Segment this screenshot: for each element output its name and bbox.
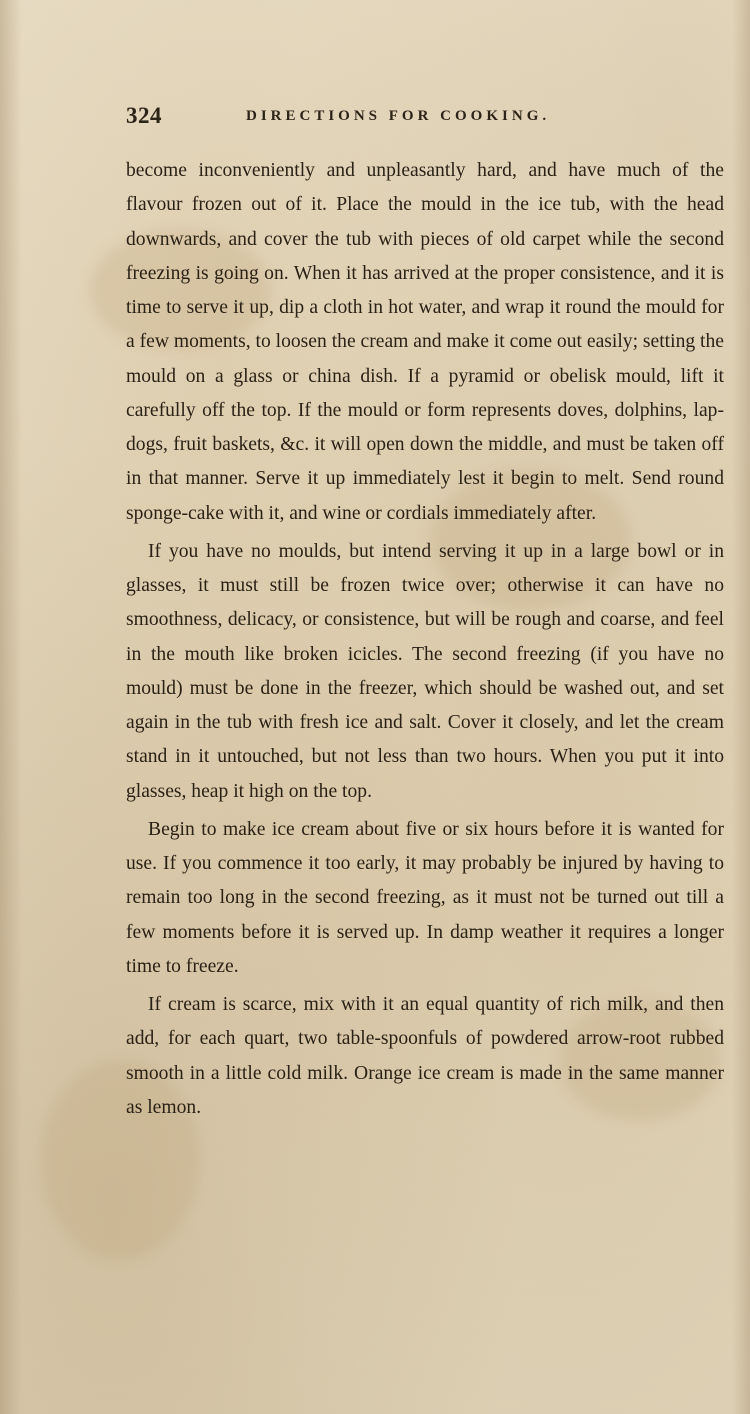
page-body — [126, 154, 724, 1129]
paragraph: If you have no moulds, but intend serving it up in a large bowl or in glasses, it must still be frozen twice over; otherwise it can have no smoothness, delicacy, or consistence, but will be rough and coarse, and feel in the mouth like broken icicles. The second freezing (if you have no mould) must be done in the freezer, which should be washed out, and set again in the tub with fresh ice and salt. Cover it closely, and let the cream stand in it untouched, but not less than two hours. When you put it into glasses, heap it high on the top. — [126, 540, 724, 802]
page-number: 324 — [126, 103, 162, 128]
running-head: DIRECTIONS FOR COOKING. — [246, 108, 551, 124]
page-edge-right — [732, 0, 750, 1414]
paragraph: become inconveniently and unpleasantly hard, and have much of the flavour frozen out of it. Place the mould in the ice tub, with the head downwards, and cover the tub with pieces of old carpet while the second freezing is going on. When it has arrived at the proper consistence, and it is time to serve it up, dip a cloth in hot water, and wrap it round the mould for a few moments, to loosen the cream and make it come out easily; setting the mould on a glass or china dish. If a pyramid or obelisk mould, lift it carefully off the top. If the mould or form represents doves, dolphins, lap-dogs, fruit baskets, &c. it will open down the middle, and must be taken off in that manner. Serve it up immediately lest it begin to melt. Send round sponge-cake with it, and wine or cordials immediately after. — [126, 160, 724, 524]
paragraph: If cream is scarce, mix with it an equal quantity of rich milk, and then add, for each quart, two table-spoonfuls of powdered arrow-root rubbed smooth in a little cold milk. Orange ice cream is made in the same manner as lemon. — [126, 994, 724, 1118]
paragraph: Begin to make ice cream about five or six hours before it is wanted for use. If you commence it too early, it may probably be injured by having to remain too long in the second freezing, as it must not be turned out till a few moments before it is served up. In damp weather it requires a longer time to freeze. — [126, 818, 724, 977]
page-header — [126, 103, 726, 139]
page-edge-left — [0, 0, 22, 1414]
